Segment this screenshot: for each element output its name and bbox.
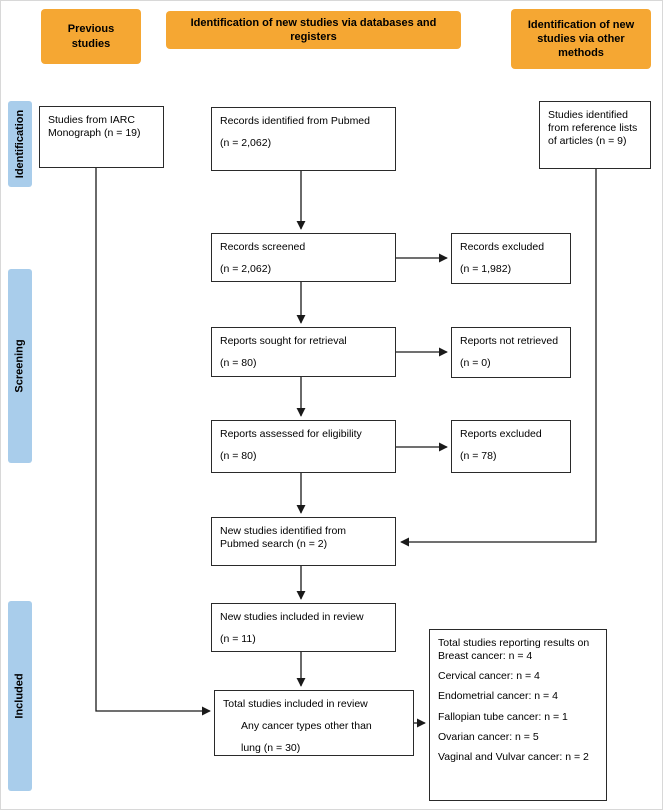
- box-reports-assessed-line2: (n = 80): [220, 450, 257, 463]
- summary-item-cervical: Cervical cancer: n = 4: [438, 670, 540, 683]
- box-iarc-studies: [39, 106, 164, 168]
- box-reports-not-retrieved-line1: Reports not retrieved: [460, 335, 559, 347]
- box-reports-sought-line1: Reports sought for retrieval: [220, 335, 347, 347]
- summary-item-ovarian: Ovarian cancer: n = 5: [438, 730, 539, 743]
- box-records-identified: [211, 107, 396, 171]
- header-other-methods: Identification of new studies via other methods: [511, 9, 651, 69]
- stage-screening: [8, 269, 32, 463]
- box-iarc-line1: Studies from IARC: [48, 114, 135, 126]
- box-reports-excluded: [451, 420, 571, 473]
- stage-included: [8, 601, 32, 791]
- box-iarc-line2: Monograph (n = 19): [48, 127, 141, 140]
- box-reports-assessed: [211, 420, 396, 473]
- header-databases-registers: Identification of new studies via databases and registers: [166, 11, 461, 49]
- stage-identification: [8, 101, 32, 187]
- box-records-excluded-line1: Records excluded: [460, 241, 545, 253]
- stage-screening-label: Screening: [14, 339, 26, 393]
- box-summary-results: [429, 629, 607, 801]
- box-total-included-line3: lung (n = 30): [241, 742, 301, 755]
- box-records-identified-line2: (n = 2,062): [220, 137, 272, 150]
- summary-item-vaginal-vulvar: Vaginal and Vulvar cancer: n = 2: [438, 750, 589, 763]
- box-reports-assessed-line1: Reports assessed for eligibility: [220, 428, 362, 440]
- box-new-studies-identified-line2: Pubmed search (n = 2): [220, 538, 328, 551]
- box-total-included-line2: Any cancer types other than: [241, 720, 372, 733]
- box-reports-excluded-line2: (n = 78): [460, 450, 497, 463]
- stage-included-label: Included: [14, 673, 27, 719]
- box-total-included: [214, 690, 414, 756]
- box-reports-not-retrieved-line2: (n = 0): [460, 357, 491, 370]
- box-reports-sought: [211, 327, 396, 377]
- box-total-included-line1: Total studies included in review: [223, 698, 368, 710]
- header-previous-studies: Previous studies: [41, 9, 141, 64]
- box-new-studies-identified: [211, 517, 396, 566]
- summary-item-breast: Breast cancer: n = 4: [438, 650, 533, 663]
- box-reference-lists-line1: Studies identified: [548, 109, 628, 121]
- summary-intro: Total studies reporting results on: [438, 637, 590, 649]
- box-reference-lists-line3: of articles (n = 9): [548, 135, 627, 148]
- box-records-screened: [211, 233, 396, 282]
- box-reference-lists-line2: from reference lists: [548, 122, 638, 135]
- box-reports-sought-line2: (n = 80): [220, 357, 257, 370]
- box-new-studies-included: [211, 603, 396, 652]
- box-records-screened-line1: Records screened: [220, 241, 306, 253]
- box-reference-lists: [539, 101, 651, 169]
- box-records-excluded-line2: (n = 1,982): [460, 263, 512, 276]
- box-reports-excluded-line1: Reports excluded: [460, 428, 542, 440]
- summary-item-fallopian: Fallopian tube cancer: n = 1: [438, 710, 568, 723]
- box-new-studies-included-line1: New studies included in review: [220, 611, 364, 623]
- box-new-studies-included-line2: (n = 11): [220, 633, 256, 646]
- box-reports-not-retrieved: [451, 327, 571, 378]
- summary-item-endometrial: Endometrial cancer: n = 4: [438, 690, 558, 703]
- box-records-screened-line2: (n = 2,062): [220, 263, 272, 276]
- stage-identification-label: Identification: [14, 109, 27, 179]
- box-records-excluded: [451, 233, 571, 284]
- box-new-studies-identified-line1: New studies identified from: [220, 525, 347, 537]
- box-records-identified-line1: Records identified from Pubmed: [220, 115, 370, 127]
